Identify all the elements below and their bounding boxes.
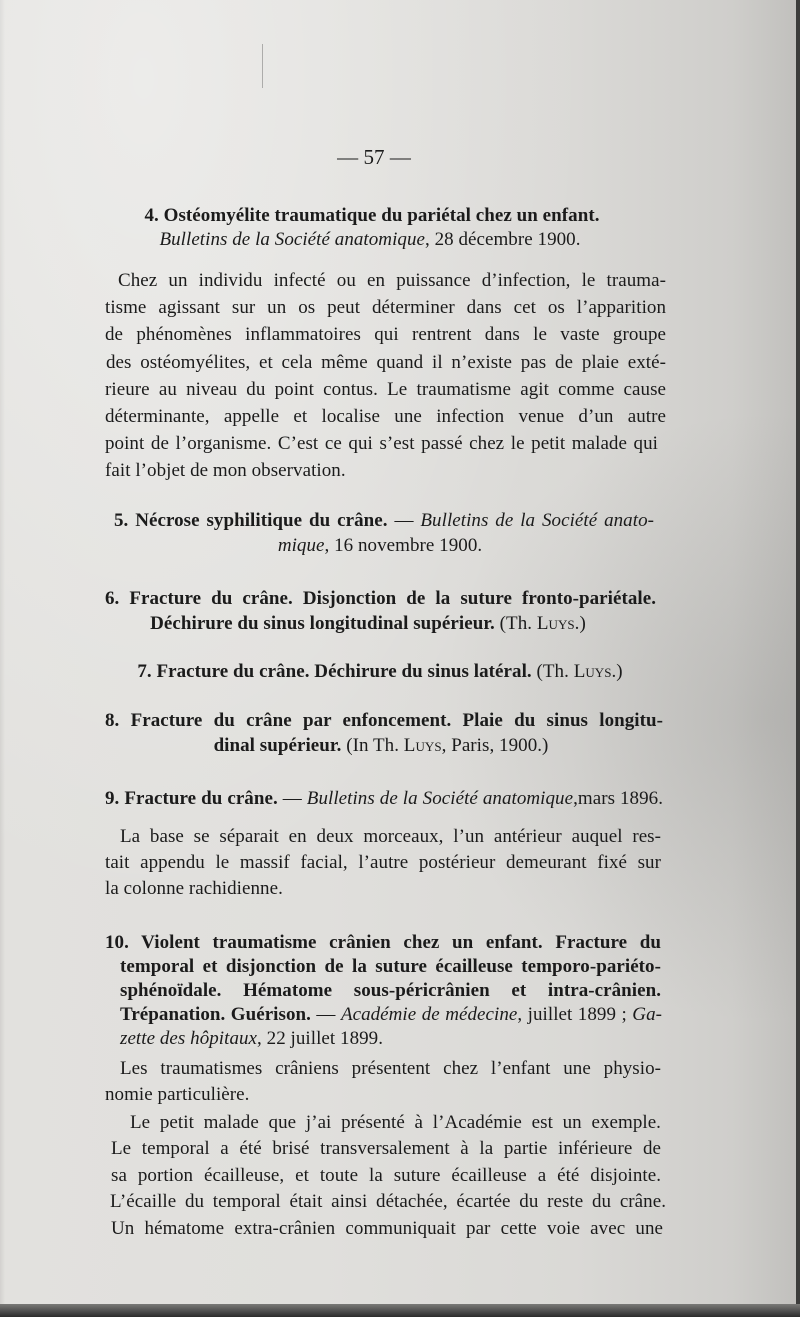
entry-5-line-2 <box>110 534 650 558</box>
entry-10-title-line-4: Trépanation. Guérison. <box>120 1004 311 1025</box>
entry-6-line-2 <box>98 612 638 636</box>
paragraph-1-line: point de l’organisme. C’est ce qui s’est passé chez le petit malade qui <box>105 433 658 454</box>
paragraph-1-line: Chez un individu infecté ou en puissance d’infection, le trauma- <box>118 270 666 291</box>
entry-6-title-line-1: 6. Fracture du crâne. Disjonction de la suture fronto-pariétale. <box>105 588 656 609</box>
entry-5-line-1 <box>114 509 654 533</box>
paragraph-2-line: la colonne rachidienne. <box>105 878 283 899</box>
entry-5-dash: — <box>387 510 421 531</box>
entry-4-source <box>100 228 640 252</box>
entry-9-date: ,mars 1896. <box>573 788 663 809</box>
entry-5-title: 5. Nécrose syphilitique du crâne. <box>114 510 388 531</box>
entry-9-dash: — <box>277 788 307 809</box>
entry-10-date-1: , juillet 1899 ; <box>517 1004 633 1025</box>
paragraph-4-line: L’écaille du temporal était ainsi détachée, écartée du reste du crâne. <box>110 1191 666 1212</box>
entry-10-date-2: , 22 juillet 1899. <box>257 1028 384 1049</box>
paragraph-4-line: Un hématome extra-crânien communiquait par cette voie avec une <box>111 1218 663 1239</box>
entry-10-title-line-1: 10. Violent traumatisme crânien chez un enfant. Fracture du <box>105 932 661 953</box>
entry-7-author: Luys <box>573 661 612 682</box>
paragraph-4-line: Le temporal a été brisé transversalement à la partie inférieure de <box>111 1138 661 1159</box>
entry-10-line-4 <box>120 1003 662 1027</box>
entry-8-line-2 <box>111 734 651 758</box>
entry-9-journal: Bulletins de la Société anatomique <box>306 788 574 809</box>
paragraph-1-line: fait l’objet de mon observation. <box>105 460 346 481</box>
entry-10-dash: — <box>310 1004 341 1025</box>
entry-6-title-line-2: Déchirure du sinus longitudinal supérieur. <box>150 613 495 634</box>
entry-5-journal-end: mique <box>277 535 325 556</box>
entry-4-date: , 28 décembre 1900. <box>424 229 581 250</box>
scan-edge-bottom <box>0 1304 800 1317</box>
paragraph-3-line: Les traumatismes crâniens présentent chez l’enfant une physio- <box>120 1058 661 1079</box>
entry-9-title: 9. Fracture du crâne. <box>105 788 278 809</box>
paragraph-1-line: déterminante, appelle et localise une infection venue d’un autre <box>105 406 666 427</box>
entry-10-line-5 <box>120 1027 520 1051</box>
entry-8-title-line-1: 8. Fracture du crâne par enfoncement. Plaie du sinus longitu- <box>105 710 663 731</box>
scan-mark <box>262 44 263 88</box>
page-number: — 57 — <box>337 145 411 169</box>
scan-edge-right <box>796 0 800 1317</box>
entry-10-title-line-3: sphénoïdale. Hématome sous-péricrânien et intra-crânien. <box>120 980 661 1001</box>
paragraph-1-line: tisme agissant sur un os peut déterminer dans cet os l’apparition <box>105 297 666 318</box>
entry-10-title-line-2: temporal et disjonction de la suture écailleuse temporo-pariéto- <box>120 956 661 977</box>
paragraph-4-line: sa portion écailleuse, et toute la suture écailleuse a été disjointe. <box>111 1165 661 1186</box>
entry-7-line <box>110 660 650 684</box>
entry-6-author-close: .) <box>574 613 586 634</box>
entry-5-journal: Bulletins de la Société anato- <box>420 510 654 531</box>
paragraph-2-line: tait appendu le massif facial, l’autre postérieur demeurant fixé sur <box>105 852 661 873</box>
entry-9-line <box>105 787 663 811</box>
paragraph-1-line: de phénomènes inflammatoires qui rentrent dans le vaste groupe <box>105 324 666 345</box>
entry-8-source-close: , Paris, 1900.) <box>441 735 549 756</box>
entry-7-author-open: (Th. <box>531 661 574 682</box>
entry-10-source-2-start: Ga- <box>632 1004 662 1025</box>
entry-4-journal: Bulletins de la Société anatomique <box>159 229 425 250</box>
entry-6-author-open: (Th. <box>494 613 537 634</box>
entry-4-title: 4. Ostéomyélite traumatique du pariétal chez un enfant. <box>144 205 600 226</box>
entry-6-author: Luys <box>536 613 575 634</box>
entry-8-author: Luys <box>403 735 442 756</box>
entry-10-source-1: Académie de médecine <box>340 1004 518 1025</box>
entry-7-author-close: .) <box>611 661 623 682</box>
entry-10-source-2-end: zette des hôpitaux <box>120 1028 258 1049</box>
entry-7-title: 7. Fracture du crâne. Déchirure du sinus latéral. <box>137 661 532 682</box>
paragraph-4-line: Le petit malade que j’ai présenté à l’Académie est un exemple. <box>130 1112 661 1133</box>
entry-8-title-line-2: dinal supérieur. <box>213 735 342 756</box>
paragraph-3-line: nomie particulière. <box>105 1084 250 1105</box>
paragraph-2-line: La base se séparait en deux morceaux, l’un antérieur auquel res- <box>120 826 661 847</box>
entry-5-date: , 16 novembre 1900. <box>324 535 483 556</box>
paragraph-1-line: des ostéomyélites, et cela même quand il n’existe pas de plaie exté- <box>106 352 666 373</box>
entry-8-source-open: (In Th. <box>341 735 404 756</box>
paragraph-1-line: rieure au niveau du point contus. Le traumatisme agit comme cause <box>105 379 666 400</box>
